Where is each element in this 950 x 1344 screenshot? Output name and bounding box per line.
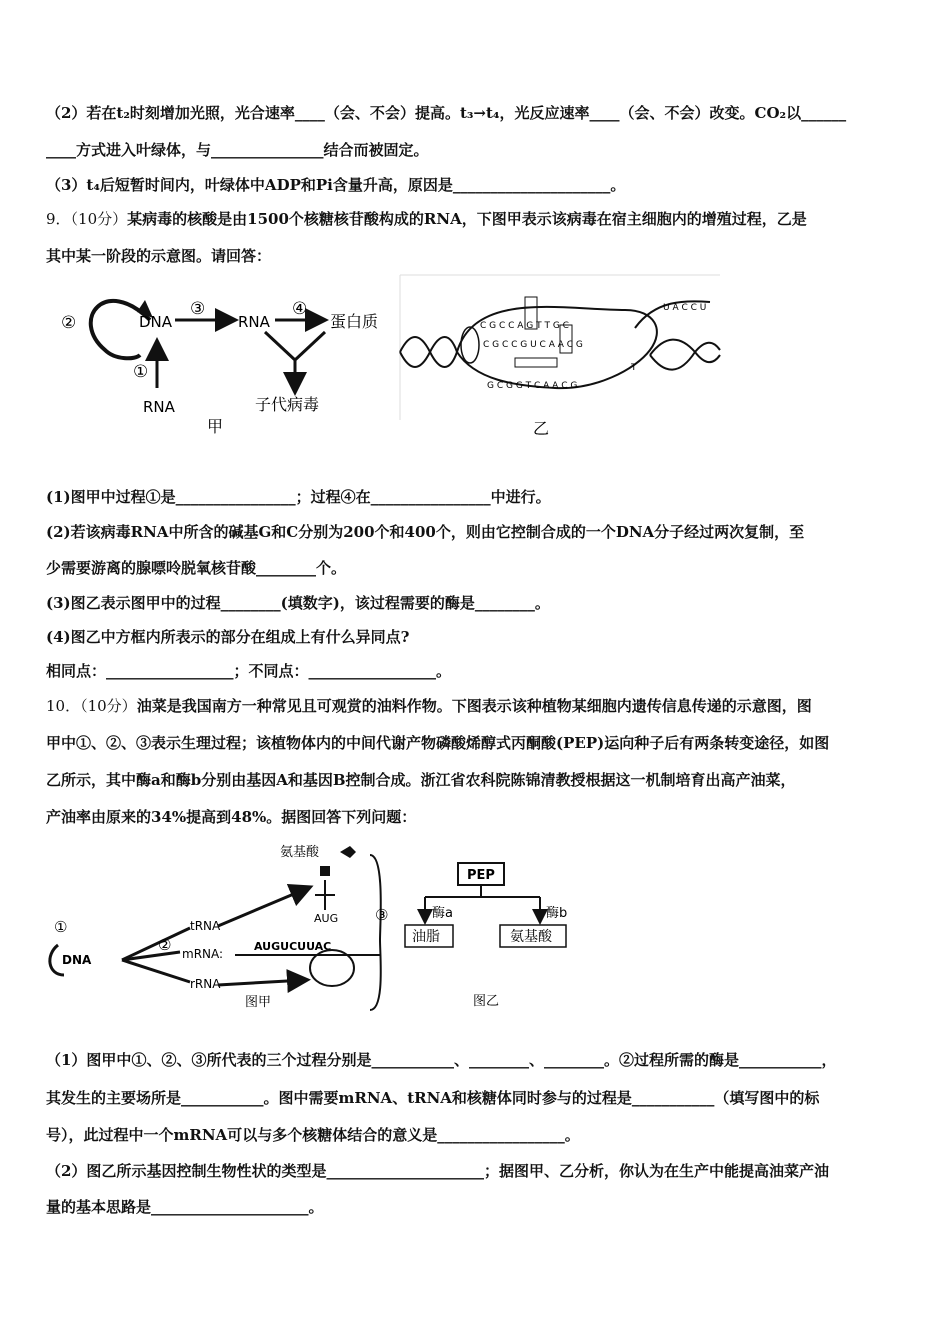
q10-stem-2: 甲中①、②、③表示生理过程；该植物体内的中间代谢产物磷酸烯醇式丙酮酸(PEP)运向种子后有两条转变途径，如图	[46, 734, 830, 752]
q8-line-3: （3）t₄后短暂时间内，叶绿体中ADP和Pi含量升高，原因是_____________________。	[46, 176, 626, 194]
q10-stem-text: 油菜是我国南方一种常见且可观赏的油料作物。下图表示该种植物某细胞内遗传信息传递的示意图，图	[136, 697, 812, 715]
q9-jia-circle-2: ②	[61, 313, 77, 333]
q10-jia-circle-1: ①	[54, 918, 68, 936]
q9-yi-top-strand: C G C C A G T T G C	[480, 321, 569, 331]
q10-sub-2b: 量的基本思路是_____________________。	[46, 1198, 324, 1216]
q10-jia-aa: 氨基酸	[280, 845, 320, 860]
q9-yi-box-blank	[515, 358, 557, 367]
q10-yi-oil: 油脂	[412, 929, 440, 945]
q10-jia-aug: AUG	[314, 912, 339, 925]
q10-jia-label: 图甲	[245, 995, 272, 1010]
q9-yi-enzyme	[461, 327, 479, 363]
q10-jia-line-rrna	[122, 960, 190, 982]
q9-yi-label: 乙	[533, 419, 550, 438]
q9-jia-line-left	[265, 332, 295, 360]
q10-sub-1b: 其发生的主要场所是___________。图中需要mRNA、tRNA和核糖体同时参与的过程是___________（填写图中的标	[46, 1089, 820, 1107]
q10-yi-aa: 氨基酸	[510, 929, 552, 945]
q10-jia-circle-2: ②	[158, 936, 172, 954]
q9-yi-helix-left-a	[400, 337, 457, 367]
q10-sub-2: （2）图乙所示基因控制生物性状的类型是_____________________；据图甲、乙分析，你认为在生产中能提高油菜产油	[46, 1162, 829, 1180]
q10-sub-1: （1）图甲中①、②、③所代表的三个过程分别是___________、________、________。②过程所需的酶是___________，	[46, 1051, 837, 1069]
q9-stem-2: 其中某一阶段的示意图。请回答：	[46, 247, 272, 265]
q10-jia-circle-3: ③	[375, 906, 389, 924]
q9-yi-helix-right-b	[650, 343, 720, 370]
q9-jia-circle-4: ④	[292, 299, 308, 319]
q9-yi-mid-strand: C G C C G U C A A C G	[483, 340, 583, 350]
q10-jia-aa-square	[320, 866, 330, 876]
q9-jia-protein: 蛋白质	[330, 312, 379, 331]
q10-jia-brace	[370, 855, 381, 1010]
q9-jia-progeny: 子代病毒	[255, 395, 320, 414]
q10-stem-3: 乙所示，其中酶a和酶b分别由基因A和基因B控制合成。浙江省农科院陈锦清教授根据这一机制培育出高产油菜，	[46, 771, 796, 789]
q9-stem-1	[46, 209, 807, 229]
q9-sub-4b: 相同点：_________________；不同点：_________________。	[46, 662, 452, 680]
q10-yi-enzyme-b: 酶b	[546, 906, 568, 921]
q10-jia-seq: AUGUCUUAC	[254, 940, 332, 953]
q9-sub-2b: 少需要游离的腺嘌呤脱氧核苷酸________个。	[46, 559, 347, 577]
q10-yi-label: 图乙	[473, 994, 500, 1009]
q9-figure-yi	[395, 270, 725, 445]
q9-jia-line-right	[295, 332, 325, 360]
q10-number: 10．（10分）	[46, 697, 137, 715]
q9-number: 9．（10分）	[46, 210, 128, 228]
q9-jia-label: 甲	[207, 417, 224, 436]
q10-jia-rrna: rRNA	[190, 977, 221, 991]
q10-yi-pep: PEP	[467, 868, 495, 883]
q10-figure-jia	[40, 840, 400, 1015]
q9-jia-circle-3: ③	[190, 299, 206, 319]
q10-sub-1c: 号），此过程中一个mRNA可以与多个核糖体结合的意义是_________________。	[46, 1126, 580, 1144]
q9-sub-1: (1)图甲中过程①是________________；过程④在________________中进行。	[46, 488, 551, 506]
q9-sub-3: (3)图乙表示图甲中的过程________(填数字)，该过程需要的酶是________。	[46, 594, 550, 612]
q10-stem-1	[46, 696, 812, 716]
q9-yi-mark-t: T	[631, 363, 637, 373]
q10-stem-4: 产油率由原来的34%提高到48%。据图回答下列问题：	[46, 808, 417, 826]
q9-yi-tail-seq: U A C C U	[663, 303, 707, 313]
q10-jia-dna: DNA	[62, 953, 92, 967]
q10-figure-yi	[400, 855, 590, 1015]
q9-stem-text: 某病毒的核酸是由1500个核糖核苷酸构成的RNA，下图甲表示该病毒在宿主细胞内的增殖过程，乙是	[127, 210, 807, 228]
q8-line-2b: ____方式进入叶绿体，与_______________结合而被固定。	[46, 141, 429, 159]
q8-line-2: （2）若在t₂时刻增加光照，光合速率____（会、不会）提高。t₃→t₄，光反应速率____（会、不会）改变。CO₂以______	[46, 104, 847, 122]
q9-jia-circle-1: ①	[133, 362, 149, 382]
q10-jia-arrow-rrna	[218, 980, 305, 985]
q9-figure-jia	[55, 280, 400, 440]
q9-yi-bottom-strand: G C G G T C A A C G	[487, 381, 578, 391]
q9-yi-helix-left-b	[400, 337, 457, 367]
q10-yi-enzyme-a: 酶a	[432, 906, 453, 921]
q10-jia-aa-diamond	[340, 846, 356, 858]
q10-jia-arrow-trna	[218, 888, 308, 926]
q10-jia-mrna: mRNA:	[182, 947, 224, 961]
q9-sub-4: (4)图乙中方框内所表示的部分在组成上有什么异同点?	[46, 628, 410, 646]
q10-jia-trna: tRNA	[190, 919, 221, 933]
q9-jia-rna-bottom: RNA	[143, 398, 175, 416]
q9-jia-dna: DNA	[139, 313, 173, 331]
q9-jia-rna: RNA	[238, 313, 270, 331]
q10-jia-trna-shape	[315, 880, 335, 910]
q9-sub-2: (2)若该病毒RNA中所含的碱基G和C分别为200个和400个，则由它控制合成的一个DNA分子经过两次复制，至	[46, 523, 805, 541]
